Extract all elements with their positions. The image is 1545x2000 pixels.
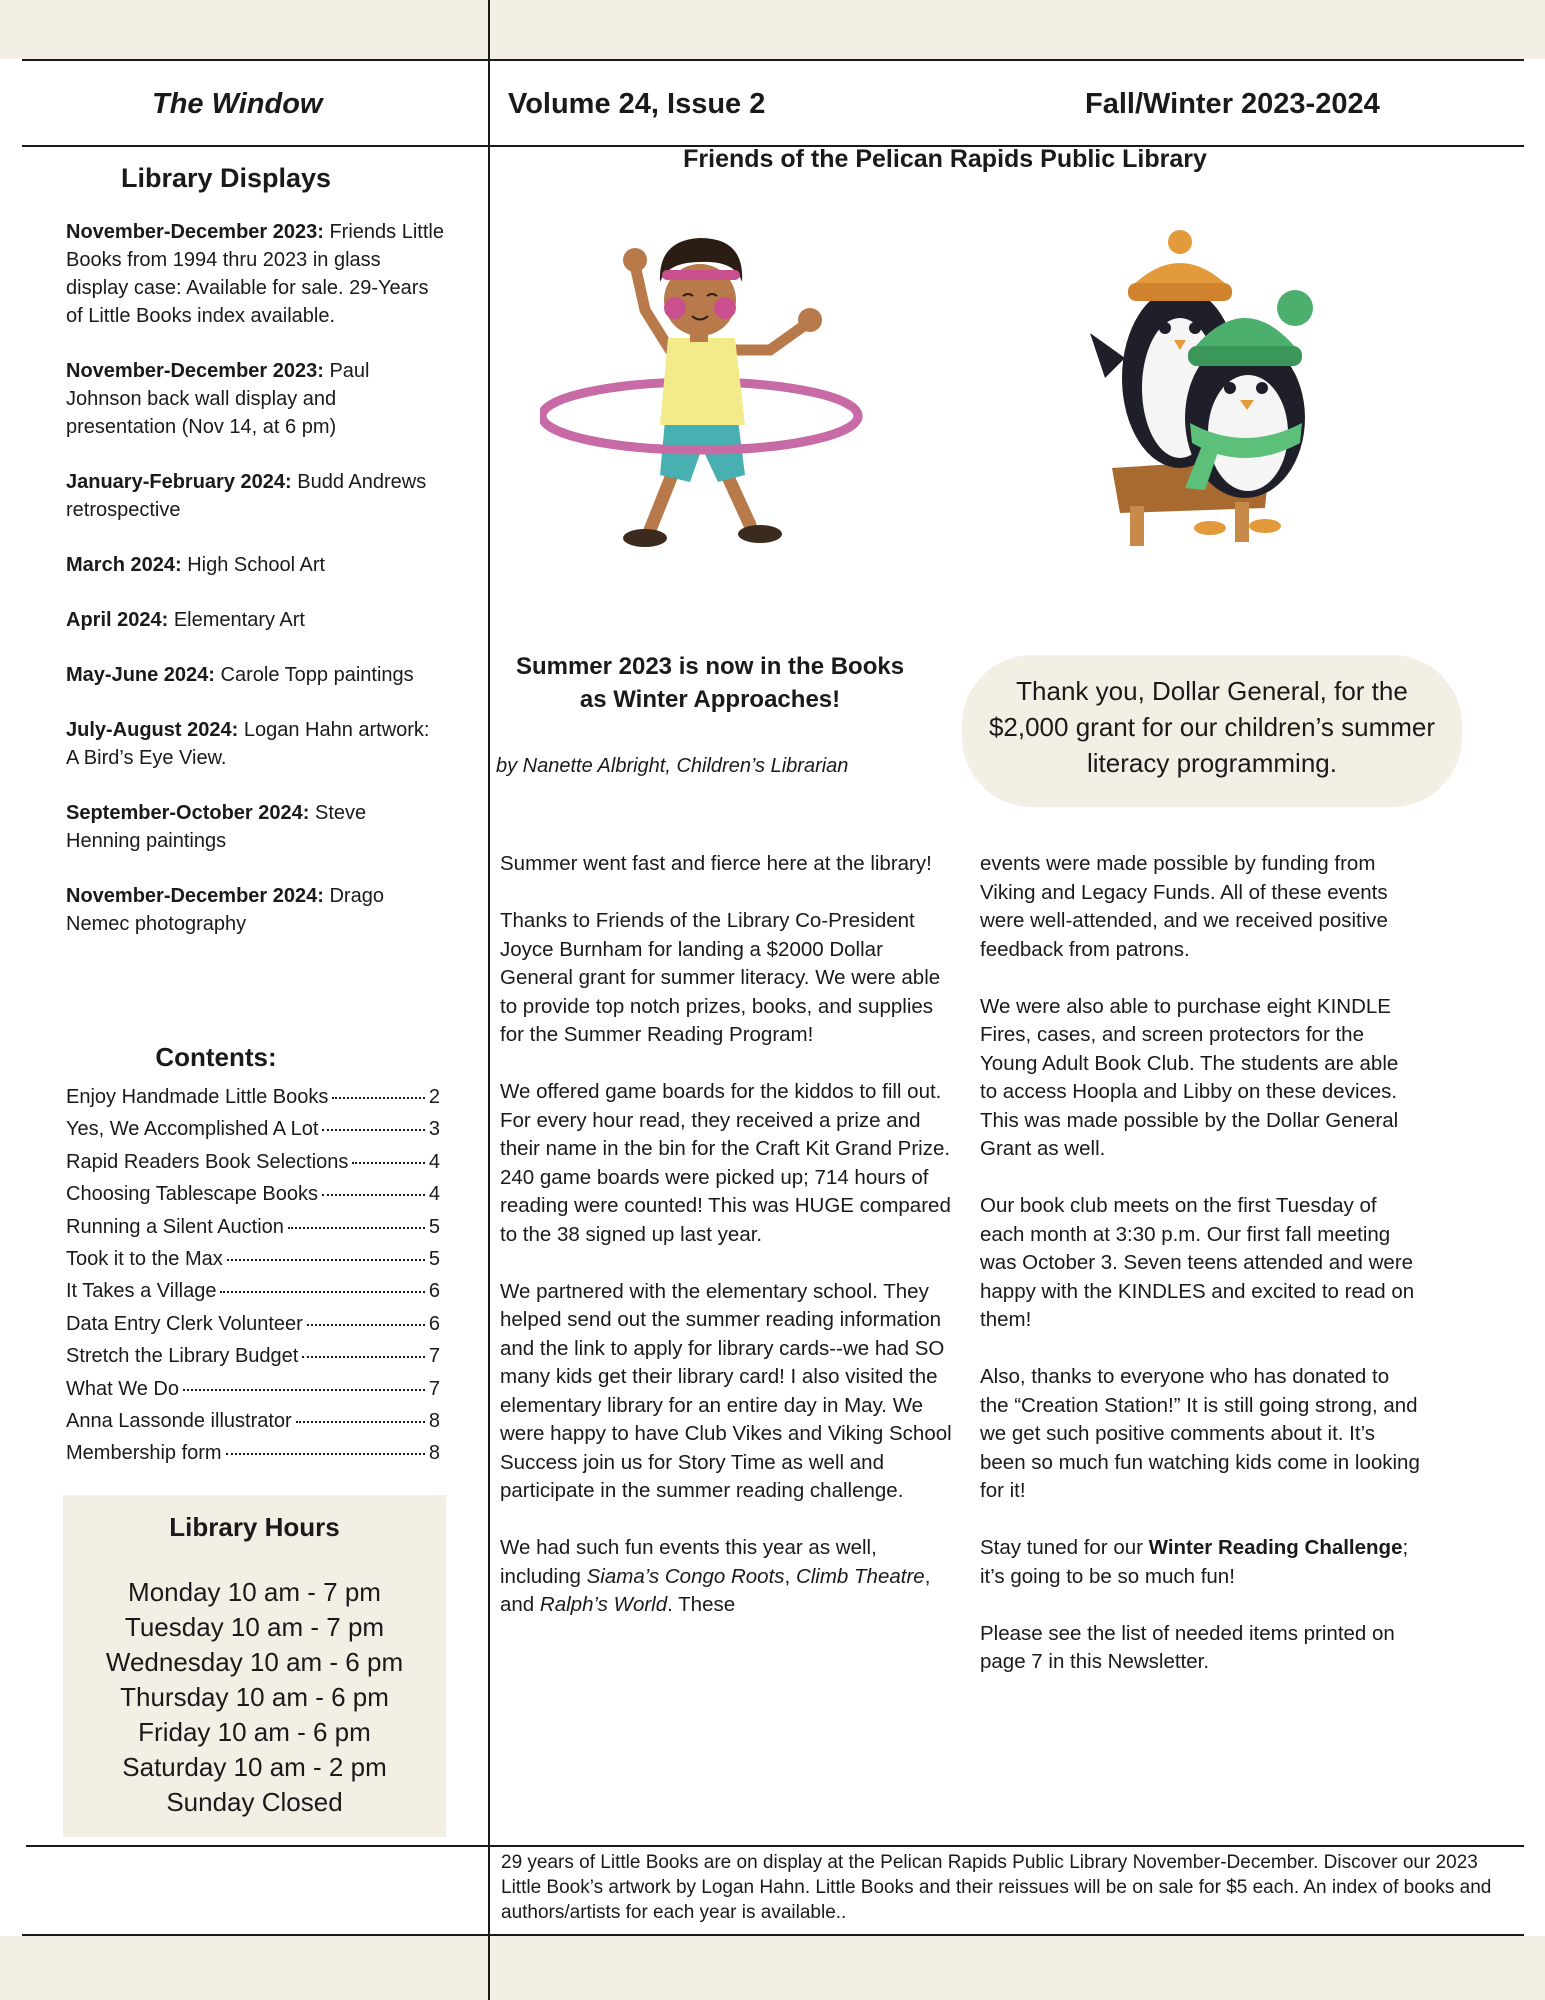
article-column-2: [980, 850, 1420, 1705]
thank-you-callout: [962, 655, 1462, 807]
thank-you-text: Thank you, Dollar General, for the $2,000 grant for our children’s summer literacy programming.: [988, 676, 1436, 778]
toc-item[interactable]: Running a Silent Auction 5: [66, 1215, 440, 1238]
article-title: Summer 2023 is now in the Books as Winter Approaches!: [515, 653, 905, 713]
hours-line: Friday 10 am - 6 pm: [138, 1717, 371, 1747]
table-of-contents: [66, 1086, 440, 1475]
paragraph: Thanks to Friends of the Library Co-President Joyce Burnham for landing a $2000 Dollar General grant for summer literacy. We were able to provide top notch prizes, books, and supplies for the Summer Reading Program!: [500, 909, 941, 1046]
paragraph: Please see the list of needed items printed on page 7 in this Newsletter.: [980, 1621, 1395, 1673]
friends-title: Friends of the Pelican Rapids Public Library: [683, 145, 1207, 173]
footer-note: 29 years of Little Books are on display at the Pelican Rapids Public Library November-December. Discover our 2023 Little Book’s artwork by Logan Hahn. Little Books and their reissues will be on sale for $5 each. An index of books and authors/artists for each year is available..: [501, 1852, 1492, 1923]
toc-item[interactable]: Anna Lassonde illustrator 8: [66, 1409, 440, 1432]
hours-line: Thursday 10 am - 6 pm: [120, 1682, 389, 1712]
article-byline: by Nanette Albright, Children’s Librarian: [496, 755, 849, 777]
column-divider: [488, 0, 490, 2000]
displays-title: Library Displays: [120, 163, 332, 193]
toc-item[interactable]: Yes, We Accomplished A Lot 3: [66, 1118, 440, 1141]
paragraph: Our book club meets on the first Tuesday of each month at 3:30 p.m. Our first fall meeting was October 3. Seven teens attended and were happy with the KINDLES and excited to read on them!: [980, 1194, 1415, 1331]
hours-line: Sunday Closed: [166, 1787, 343, 1817]
paragraph: Also, thanks to everyone who has donated to the “Creation Station!” It is still going strong, and we get such positive comments about it. It’s been so much fun watching kids come in looking for it!: [980, 1365, 1420, 1502]
display-item: March 2024: High School Art: [66, 554, 326, 576]
bottom-band: [0, 1936, 1545, 2000]
toc-item[interactable]: Enjoy Handmade Little Books 2: [66, 1086, 440, 1108]
display-item: November-December 2024: Drago Nemec photography: [66, 885, 384, 935]
hours-line: Saturday 10 am - 2 pm: [122, 1752, 387, 1782]
contents-title: Contents:: [155, 1042, 277, 1072]
toc-item[interactable]: Took it to the Max 5: [66, 1247, 440, 1270]
top-band: [0, 0, 1545, 59]
display-item: November-December 2023: Paul Johnson back wall display and presentation (Nov 14, at 6 pm): [66, 360, 370, 438]
hours-line: Monday 10 am - 7 pm: [128, 1577, 381, 1607]
display-item: November-December 2023: Friends Little Books from 1994 thru 2023 in glass display case: Available for sale. 29-Years of Little Books index available.: [66, 221, 444, 327]
toc-item[interactable]: Data Entry Clerk Volunteer 6: [66, 1312, 440, 1335]
newsletter-title: The Window: [152, 88, 323, 120]
season: Fall/Winter 2023-2024: [1085, 88, 1380, 120]
paragraph: We offered game boards for the kiddos to fill out. For every hour read, they received a prize and their name in the bin for the Craft Kit Grand Prize. 240 game boards were picked up; 714 hours of reading were counted! This was HUGE compared to the 38 signed up last year.: [500, 1080, 951, 1246]
toc-item[interactable]: Membership form 8: [66, 1442, 440, 1465]
toc-item[interactable]: Stretch the Library Budget 7: [66, 1345, 440, 1368]
rule-footer-top: [26, 1845, 1524, 1847]
library-hours-box: [63, 1495, 446, 1837]
rule-footer-bottom: [22, 1934, 1524, 1936]
toc-item[interactable]: What We Do 7: [66, 1377, 440, 1400]
paragraph: events were made possible by funding from Viking and Legacy Funds. All of these events were well-attended, and we received positive feedback from patrons.: [980, 852, 1388, 961]
article-column-1: [500, 850, 955, 1648]
volume-issue: Volume 24, Issue 2: [508, 88, 766, 120]
hours-line: Wednesday 10 am - 6 pm: [105, 1647, 404, 1677]
paragraph: Summer went fast and fierce here at the library!: [500, 852, 932, 875]
paragraph: We had such fun events this year as well, including Siama’s Congo Roots, Climb Theatre, and Ralph’s World. These: [500, 1536, 931, 1616]
hula-hoop-child-illustration: [540, 220, 880, 560]
hours-title: Library Hours: [169, 1512, 340, 1542]
display-item: January-February 2024: Budd Andrews retrospective: [66, 471, 427, 521]
hours-list: [63, 1575, 446, 1820]
display-item: July-August 2024: Logan Hahn artwork: A Bird’s Eye View.: [66, 719, 430, 769]
displays-list: [66, 218, 446, 965]
display-item: May-June 2024: Carole Topp paintings: [66, 664, 414, 686]
paragraph: We partnered with the elementary school. They helped send out the summer reading information and the link to apply for library cards--we had SO many kids get their library card! I also visited the elementary library for an entire day in May. We were happy to have Club Vikes and Viking School Success join us for Story Time as well and participate in the summer reading challenge.: [500, 1279, 952, 1502]
display-item: April 2024: Elementary Art: [66, 609, 305, 631]
paragraph: Stay tuned for our Winter Reading Challenge; it’s going to be so much fun!: [980, 1536, 1409, 1588]
rule-top: [22, 59, 1524, 61]
display-item: September-October 2024: Steve Henning paintings: [66, 802, 367, 852]
hours-line: Tuesday 10 am - 7 pm: [124, 1612, 385, 1642]
paragraph: We were also able to purchase eight KINDLE Fires, cases, and screen protectors for the Young Adult Book Club. The students are able to access Hoopla and Libby on these devices. This was made possible by the Dollar General Grant as well.: [980, 994, 1399, 1160]
toc-item[interactable]: Rapid Readers Book Selections 4: [66, 1150, 440, 1173]
penguins-sled-illustration: [1090, 228, 1350, 578]
toc-item[interactable]: It Takes a Village 6: [66, 1280, 440, 1303]
toc-item[interactable]: Choosing Tablescape Books 4: [66, 1183, 440, 1206]
